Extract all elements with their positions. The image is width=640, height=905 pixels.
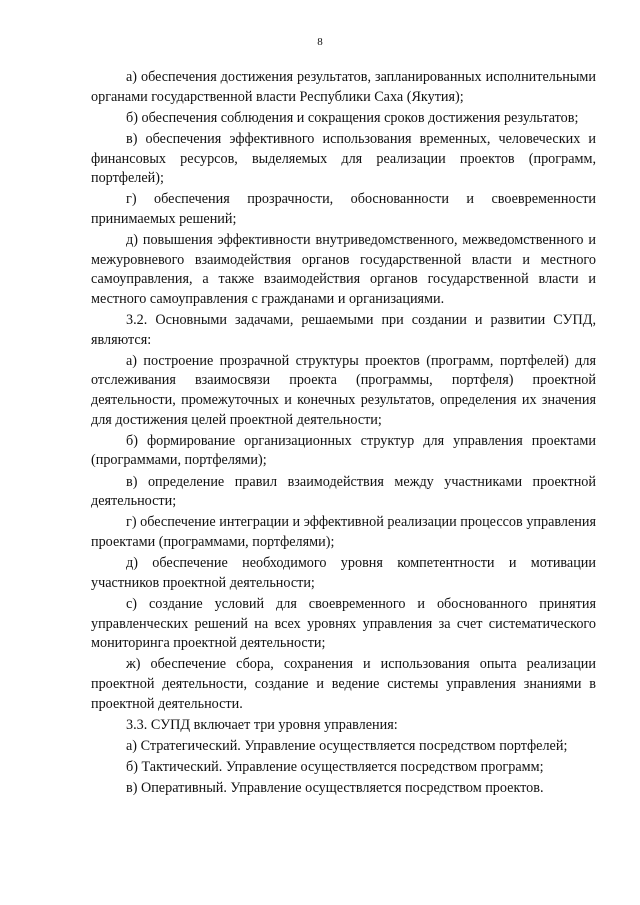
paragraph-level-operational: в) Оперативный. Управление осуществляется посредством проектов. <box>126 780 544 797</box>
paragraph-goal-a: а) обеспечения достижения результатов, запланированных исполнительными органами государственной власти Республики Саха (Якутия); <box>91 69 596 105</box>
paragraph-goal-e: д) повышения эффективности внутриведомственного, межведомственного и межуровневого взаимодействия органов государственной власти и местного самоуправления, а также взаимодействия органов государственной власти и местного самоуправления с гражданами и организациями. <box>91 232 596 307</box>
paragraph-level-tactical: б) Тактический. Управление осуществляется посредством программ; <box>126 759 544 776</box>
paragraph-goal-c: в) обеспечения эффективного использования временных, человеческих и финансовых ресурсов, выделяемых для реализации проектов (программ, портфелей); <box>91 130 596 187</box>
paragraph-task-b: б) формирование организационных структур для управления проектами (программами, портфелями); <box>91 432 596 469</box>
paragraph-goal-d: г) обеспечения прозрачности, обоснованности и своевременности принимаемых решений; <box>91 191 596 227</box>
paragraph-section-3-3: 3.3. СУПД включает три уровня управления: <box>126 716 398 733</box>
page-number: 8 <box>317 36 323 48</box>
document-body <box>91 68 596 800</box>
paragraph-task-d: г) обеспечение интеграции и эффективной реализации процессов управления проектами (программами, портфелями); <box>91 514 596 550</box>
paragraph-task-c: в) определение правил взаимодействия между участниками проектной деятельности; <box>91 473 596 510</box>
paragraph-goal-b: б) обеспечения соблюдения и сокращения сроков достижения результатов; <box>126 109 579 126</box>
paragraph-task-e: д) обеспечение необходимого уровня компетентности и мотивации участников проектной деятельности; <box>91 555 596 591</box>
paragraph-task-f: с) создание условий для своевременного и обоснованного принятия управленческих решений на всех уровнях управления за счет систематического мониторинга проектной деятельности; <box>91 595 596 652</box>
paragraph-level-strategic: а) Стратегический. Управление осуществляется посредством портфелей; <box>126 737 568 754</box>
paragraph-task-g: ж) обеспечение сбора, сохранения и использования опыта реализации проектной деятельности, создание и ведение системы управления знаниями в проектной деятельности. <box>91 656 596 712</box>
paragraph-task-a: а) построение прозрачной структуры проектов (программ, портфелей) для отслеживания взаимосвязи проекта (программы, портфеля) проектной деятельности, промежуточных и конечных результатов, определения их значения для достижения целей проектной деятельности; <box>91 352 596 428</box>
paragraph-section-3-2: 3.2. Основными задачами, решаемыми при создании и развитии СУПД, являются: <box>91 312 596 348</box>
